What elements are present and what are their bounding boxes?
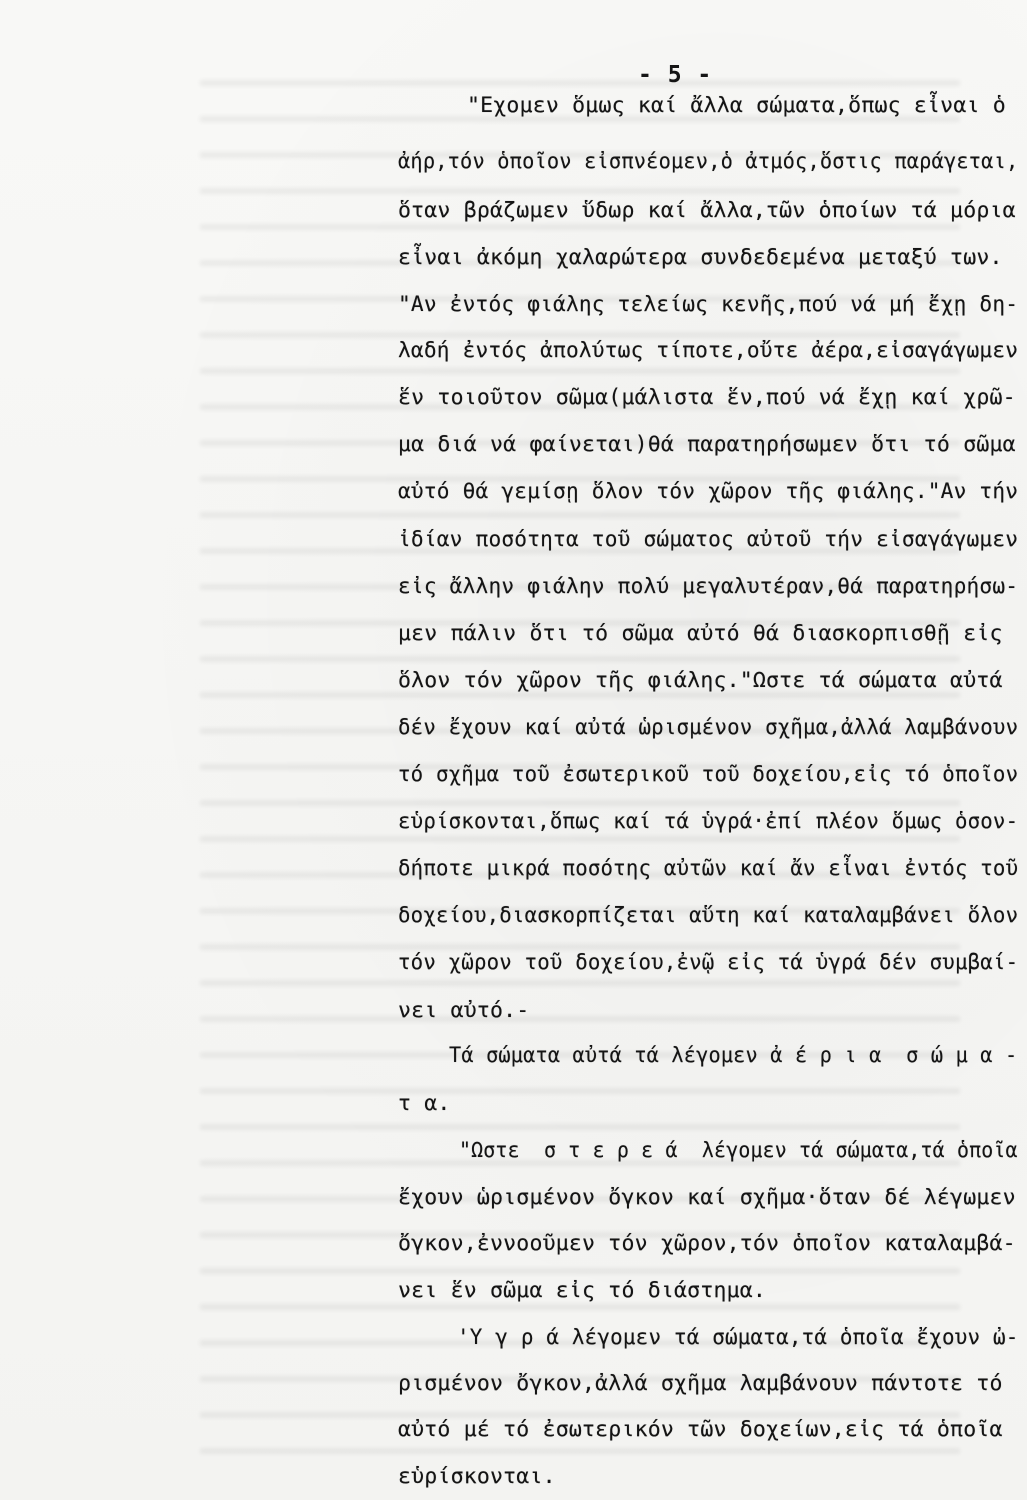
text-line: "Εχομεν ὅμως καί ἄλλα σώματα,ὅπως εἶναι ὁ bbox=[467, 93, 1006, 118]
text-line: εὑρίσκονται. bbox=[398, 1464, 556, 1489]
page-number: - 5 - bbox=[638, 62, 713, 88]
text-line: εἶναι ἀκόμη χαλαρώτερα συνδεδεμένα μεταξύ των. bbox=[398, 245, 1003, 270]
text-line: αὐτό θά γεμίσῃ ὅλον τόν χῶρον τῆς φιάλης."Αν τήν bbox=[398, 479, 1019, 504]
text-line: "Αν ἐντός φιάλης τελείως κενῆς,πού νά μή ἔχῃ δη- bbox=[398, 292, 1019, 317]
text-line: μεν πάλιν ὅτι τό σῶμα αὐτό θά διασκορπισθῇ εἰς bbox=[398, 621, 1003, 646]
text-line: ὄγκον,ἐννοοῦμεν τόν χῶρον,τόν ὁποῖον καταλαμβά- bbox=[398, 1231, 1016, 1256]
text-line: εἰς ἄλλην φιάλην πολύ μεγαλυτέραν,θά παρατηρήσω- bbox=[398, 574, 1019, 599]
text-line: τ α. bbox=[398, 1091, 451, 1116]
text-line: λαδή ἐντός ἀπολύτως τίποτε,οὔτε ἀέρα,εἰσαγάγωμεν bbox=[398, 338, 1019, 363]
text-line: νει αὐτό.- bbox=[398, 998, 530, 1023]
text-line: δήποτε μικρά ποσότης αὐτῶν καί ἄν εἶναι ἐντός τοῦ bbox=[398, 856, 1019, 881]
text-line: τό σχῆμα τοῦ ἐσωτερικοῦ τοῦ δοχείου,εἰς τό ὁποῖον bbox=[398, 762, 1019, 787]
text-line: νει ἕν σῶμα εἰς τό διάστημα. bbox=[398, 1278, 767, 1303]
text-line: "Ωστε σ τ ε ρ ε ά λέγομεν τά σώματα,τά ὁποῖα bbox=[459, 1138, 1018, 1163]
text-line: ἀήρ,τόν ὁποῖον εἰσπνέομεν,ὁ ἀτμός,ὅστις παράγεται, bbox=[398, 149, 1019, 174]
text-line: Τά σώματα αὐτά τά λέγομεν ἀ έ ρ ι α σ ώ μ α - bbox=[449, 1043, 1018, 1068]
text-line: ὅλον τόν χῶρον τῆς φιάλης."Ωστε τά σώματα αὐτά bbox=[398, 668, 1003, 693]
text-line: ἕν τοιοῦτον σῶμα(μάλιστα ἕν,πού νά ἔχῃ καί χρῶ- bbox=[398, 385, 1016, 410]
text-line: 'Υ γ ρ ά λέγομεν τά σώματα,τά ὁποῖα ἔχουν ὠ- bbox=[457, 1325, 1019, 1350]
text-line: αὐτό μέ τό ἐσωτερικόν τῶν δοχείων,εἰς τά ὁποῖα bbox=[398, 1417, 1003, 1442]
text-line: τόν χῶρον τοῦ δοχείου,ἐνῷ εἰς τά ὑγρά δέν συμβαί- bbox=[398, 950, 1019, 975]
text-line: ὅταν βράζωμεν ὕδωρ καί ἄλλα,τῶν ὁποίων τά μόρια bbox=[398, 198, 1016, 223]
text-line: ἰδίαν ποσότητα τοῦ σώματος αὐτοῦ τήν εἰσαγάγωμεν bbox=[398, 527, 1019, 552]
text-line: ρισμένον ὄγκον,ἀλλά σχῆμα λαμβάνουν πάντοτε τό bbox=[398, 1371, 1003, 1396]
text-line: δέν ἔχουν καί αὐτά ὡρισμένον σχῆμα,ἀλλά λαμβάνουν bbox=[398, 715, 1019, 740]
text-line: ἔχουν ὡρισμένον ὄγκον καί σχῆμα·ὅταν δέ λέγωμεν bbox=[398, 1185, 1016, 1210]
text-line: εὑρίσκονται,ὅπως καί τά ὑγρά·ἐπί πλέον ὅμως ὁσον- bbox=[398, 809, 1019, 834]
text-line: δοχείου,διασκορπίζεται αὕτη καί καταλαμβάνει ὅλον bbox=[398, 903, 1019, 928]
text-line: μα διά νά φαίνεται)θά παρατηρήσωμεν ὅτι τό σῶμα bbox=[398, 432, 1016, 457]
